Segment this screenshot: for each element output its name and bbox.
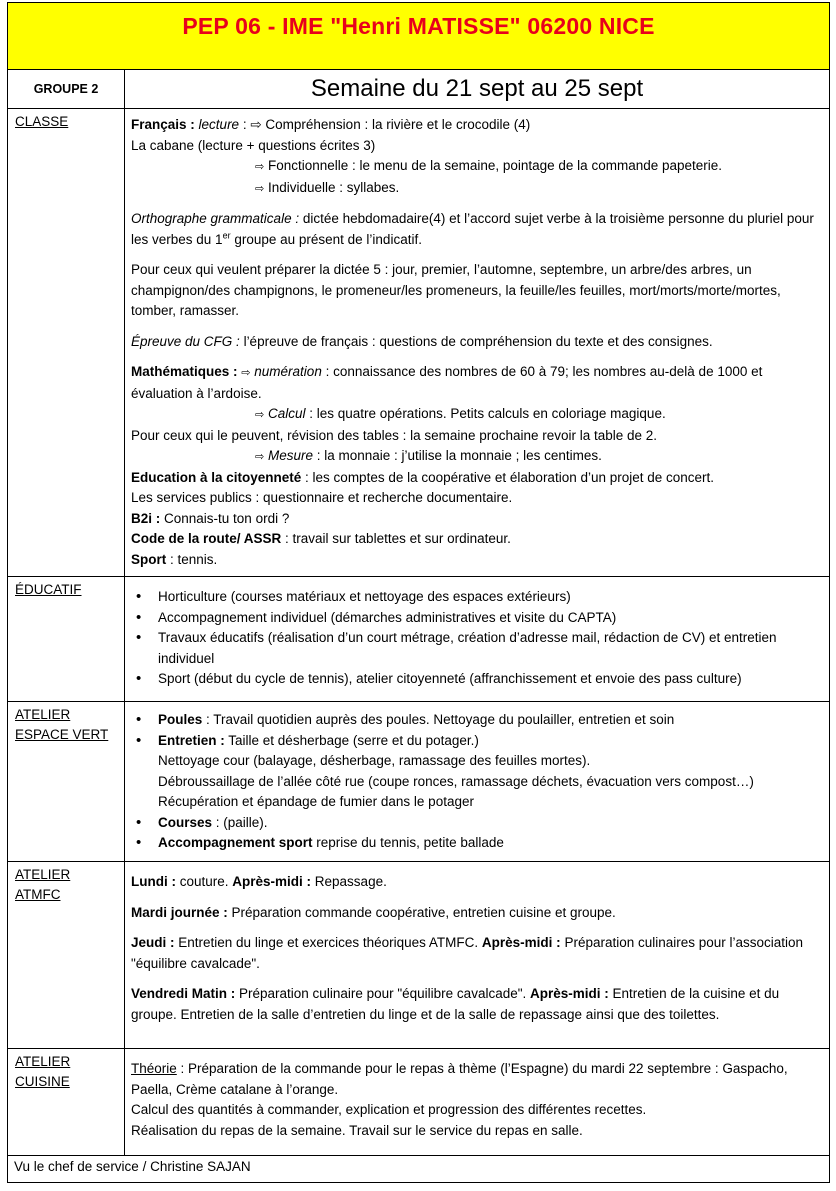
individuelle-line: ⇨ Individuelle : syllabes. xyxy=(255,179,400,195)
arrow-right-icon: ⇨ xyxy=(255,450,265,463)
section-label-educatif: ÉDUCATIF xyxy=(8,577,125,702)
weekly-schedule-sheet xyxy=(7,2,829,1183)
arrow-right-icon: ⇨ xyxy=(255,160,265,173)
section-atmfc xyxy=(8,862,830,1049)
cfg-paragraph: Épreuve du CFG : l’épreuve de français : questions de compréhension du texte et des consignes. xyxy=(131,333,713,349)
title-banner xyxy=(8,3,830,70)
section-label-atmfc: ATELIER ATMFC xyxy=(8,862,125,1049)
cabane-line: La cabane (lecture + questions écrites 3) xyxy=(131,137,376,153)
fumier-line: Récupération et épandage de fumier dans le potager xyxy=(158,794,474,809)
section-label-classe: CLASSE xyxy=(8,109,125,577)
citoyennete-line: Education à la citoyenneté : les comptes de la coopérative et élaboration d’un projet de concert. xyxy=(131,469,715,485)
section-label-cuisine: ATELIER CUISINE xyxy=(8,1049,125,1156)
list-item: • Entretien : Taille et désherbage (serre et du potager.) xyxy=(131,731,823,752)
section-content-espace-vert xyxy=(125,702,830,862)
educatif-list xyxy=(131,587,823,690)
header-row xyxy=(8,70,830,109)
espace-vert-list xyxy=(131,710,823,751)
jeudi-paragraph: Jeudi : Entretien du linge et exercices théoriques ATMFC. Après-midi : Préparation culinaires pour l’association "équilibre cavalcade". xyxy=(131,935,804,971)
services-line: Les services publics : questionnaire et recherche documentaire. xyxy=(131,490,513,505)
title-row xyxy=(8,3,830,70)
calcul-quantites-line: Calcul des quantités à commander, explication et progression des différentes recettes. xyxy=(131,1102,647,1117)
arrow-right-icon: ⇨ xyxy=(255,181,265,195)
mardi-line: Mardi journée : Préparation commande coopérative, entretien cuisine et groupe. xyxy=(131,904,616,920)
section-content-cuisine xyxy=(125,1049,830,1156)
schedule-table xyxy=(7,2,830,1183)
list-item: • Travaux éducatifs (réalisation d’un court métrage, création d’adresse mail, rédaction de CV) et entretien individuel xyxy=(131,628,823,669)
vendredi-paragraph: Vendredi Matin : Préparation culinaire pour "équilibre cavalcade". Après-midi : Entretien de la cuisine et du groupe. Entretien de la salle d’entretien du linge et de la salle de repassage ainsi que des toilettes. xyxy=(131,986,780,1022)
section-classe xyxy=(8,109,830,577)
section-educatif xyxy=(8,577,830,702)
footer-row xyxy=(8,1156,830,1183)
arrow-right-icon: ⇨ xyxy=(255,408,265,421)
section-content-educatif xyxy=(125,577,830,702)
section-label-espace-vert: ATELIER ESPACE VERT xyxy=(8,702,125,862)
week-label: Semaine du 21 sept au 25 sept xyxy=(125,70,830,109)
sport-line: Sport : tennis. xyxy=(131,551,218,567)
list-item: • Poules : Travail quotidien auprès des poules. Nettoyage du poulailler, entretien et soin xyxy=(131,710,823,731)
b2i-line: B2i : Connais-tu ton ordi ? xyxy=(131,510,290,526)
list-item: • Horticulture (courses matériaux et nettoyage des espaces extérieurs) xyxy=(131,587,823,608)
francais-line: Français : lecture : ⇨ Compréhension : la rivière et le crocodile (4) xyxy=(131,117,531,132)
section-espace-vert xyxy=(8,702,830,862)
section-content-classe xyxy=(125,109,830,577)
signature-line: Vu le chef de service / Christine SAJAN xyxy=(8,1156,830,1183)
theorie-paragraph: Théorie : Préparation de la commande pour le repas à thème (l’Espagne) du mardi 22 septembre : Gaspacho, Paella, Crème catalane à l’orange. xyxy=(131,1061,788,1097)
orthographe-paragraph: Orthographe grammaticale : dictée hebdomadaire(4) et l’accord sujet verbe à la troisième personne du pluriel pour les verbes du 1er groupe au présent de l’indicatif. xyxy=(131,211,814,247)
list-item: • Accompagnement individuel (démarches administratives et visite du CAPTA) xyxy=(131,608,823,629)
list-item: • Courses : (paille). xyxy=(131,813,823,834)
group-label: GROUPE 2 xyxy=(8,70,125,109)
section-content-atmfc xyxy=(125,862,830,1049)
calcul-line: ⇨ Calcul : les quatre opérations. Petits calculs en coloriage magique. xyxy=(255,406,666,421)
math-paragraph: Mathématiques : ⇨ numération : connaissance des nombres de 60 à 79; les nombres au-delà de 1000 et évaluation à l’ardoise. xyxy=(131,364,763,401)
mesure-line: ⇨ Mesure : la monnaie : j’utilise la monnaie ; les centimes. xyxy=(255,448,602,463)
list-item: • Sport (début du cycle de tennis), atelier citoyenneté (affranchissement et envoie des pass culture) xyxy=(131,669,823,690)
document-title: PEP 06 - IME "Henri MATISSE" 06200 NICE xyxy=(182,13,655,39)
dictee-paragraph: Pour ceux qui veulent préparer la dictée 5 : jour, premier, l’automne, septembre, un arbre/des arbres, un champignon/des champignons, le promeneur/les promeneurs, la feuille/les feuilles, mort/morts/morte/mortes, tomber, ramasser. xyxy=(131,262,781,318)
fonctionnelle-line: ⇨ Fonctionnelle : le menu de la semaine, pointage de la commande papeterie. xyxy=(255,158,723,173)
section-cuisine xyxy=(8,1049,830,1156)
nettoyage-line: Nettoyage cour (balayage, désherbage, ramassage des feuilles mortes). xyxy=(158,753,591,768)
debroussaillage-line: Débroussaillage de l’allée côté rue (coupe ronces, ramassage déchets, évacuation vers compost…) xyxy=(158,773,754,789)
lundi-line: Lundi : couture. Après-midi : Repassage. xyxy=(131,874,387,889)
tables-line: Pour ceux qui le peuvent, révision des tables : la semaine prochaine revoir la table de 2. xyxy=(131,427,658,443)
arrow-right-icon: ⇨ xyxy=(241,366,251,379)
list-item: • Accompagnement sport reprise du tennis, petite ballade xyxy=(131,833,823,854)
route-line: Code de la route/ ASSR : travail sur tablettes et sur ordinateur. xyxy=(131,531,511,546)
realisation-line: Réalisation du repas de la semaine. Travail sur le service du repas en salle. xyxy=(131,1122,583,1138)
